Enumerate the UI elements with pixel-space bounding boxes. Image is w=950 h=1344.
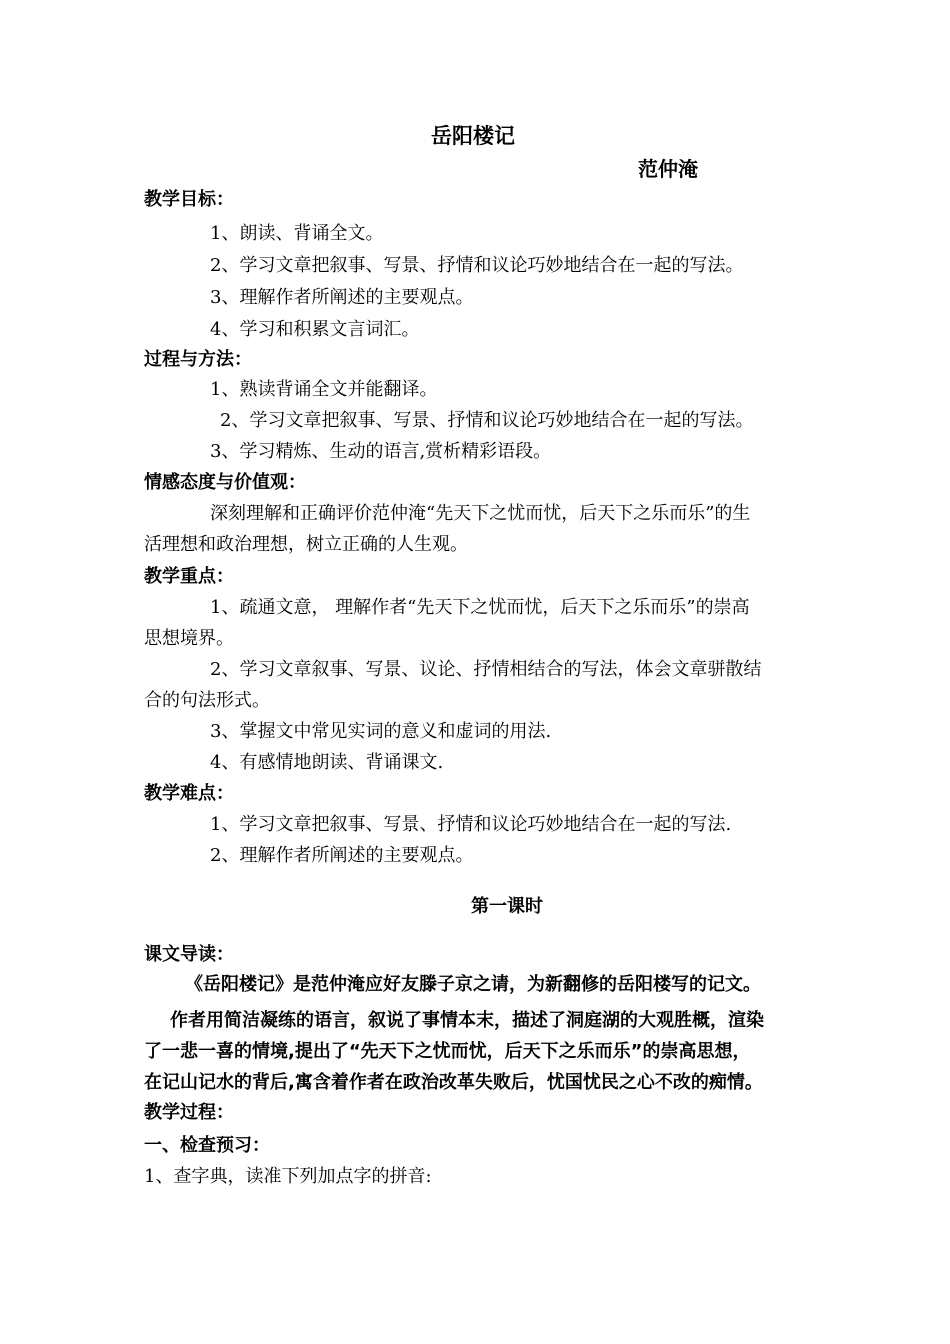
difficulties-heading: 教学难点： — [144, 783, 234, 804]
lesson-title: 第一课时 — [471, 896, 543, 917]
key-points-line: 2、学习文章叙事、写景、议论、抒情相结合的写法，体会文章骈散结 — [210, 659, 762, 680]
process-methods-heading: 过程与方法： — [144, 349, 252, 370]
attitude-line: 活理想和政治理想，树立正确的人生观。 — [144, 534, 468, 555]
key-points-line: 1、疏通文意， 理解作者“先天下之忧而忧，后天下之乐而乐”的崇高 — [210, 597, 750, 618]
intro-line: 了一悲一喜的情境,提出了“先天下之忧而忧，后天下之乐而乐”的崇高思想， — [144, 1041, 751, 1062]
section1-heading: 一、检查预习： — [144, 1135, 270, 1156]
process-heading: 教学过程： — [144, 1102, 234, 1123]
process-methods-item: 1、熟读背诵全文并能翻译。 — [210, 379, 438, 400]
key-points-line: 3、掌握文中常见实词的意义和虚词的用法. — [210, 721, 552, 742]
key-points-heading: 教学重点： — [144, 566, 234, 587]
goals-item: 4、学习和积累文言词汇。 — [210, 319, 420, 340]
intro-heading: 课文导读： — [144, 944, 234, 965]
difficulties-item: 2、理解作者所阐述的主要观点。 — [210, 845, 474, 866]
process-methods-item: 3、学习精炼、生动的语言,赏析精彩语段。 — [210, 441, 552, 462]
goals-item: 1、朗读、背诵全文。 — [210, 223, 384, 244]
goals-item: 2、学习文章把叙事、写景、抒情和议论巧妙地结合在一起的写法。 — [210, 255, 744, 276]
document-title: 岳阳楼记 — [431, 124, 515, 148]
intro-line: 《岳阳楼记》是范仲淹应好友滕子京之请，为新翻修的岳阳楼写的记文。 — [185, 974, 761, 995]
difficulties-item: 1、学习文章把叙事、写景、抒情和议论巧妙地结合在一起的写法. — [210, 814, 732, 835]
attitude-heading: 情感态度与价值观： — [144, 472, 306, 493]
section1-item: 1、查字典，读准下列加点字的拼音: — [144, 1166, 432, 1187]
goals-heading: 教学目标： — [144, 189, 234, 210]
intro-line: 在记山记水的背后,寓含着作者在政治改革失败后，忧国忧民之心不改的痴情。 — [144, 1072, 763, 1093]
key-points-line: 合的句法形式。 — [144, 690, 270, 711]
goals-item: 3、理解作者所阐述的主要观点。 — [210, 287, 474, 308]
process-methods-item: 2、学习文章把叙事、写景、抒情和议论巧妙地结合在一起的写法。 — [220, 410, 754, 431]
document-author: 范仲淹 — [638, 157, 698, 181]
key-points-line: 4、有感情地朗读、背诵课文. — [210, 752, 444, 773]
key-points-line: 思想境界。 — [144, 628, 234, 649]
intro-line: 作者用简洁凝练的语言，叙说了事情本末，描述了洞庭湖的大观胜概，渲染 — [170, 1010, 764, 1031]
attitude-line: 深刻理解和正确评价范仲淹“先天下之忧而忧，后天下之乐而乐”的生 — [210, 503, 751, 524]
